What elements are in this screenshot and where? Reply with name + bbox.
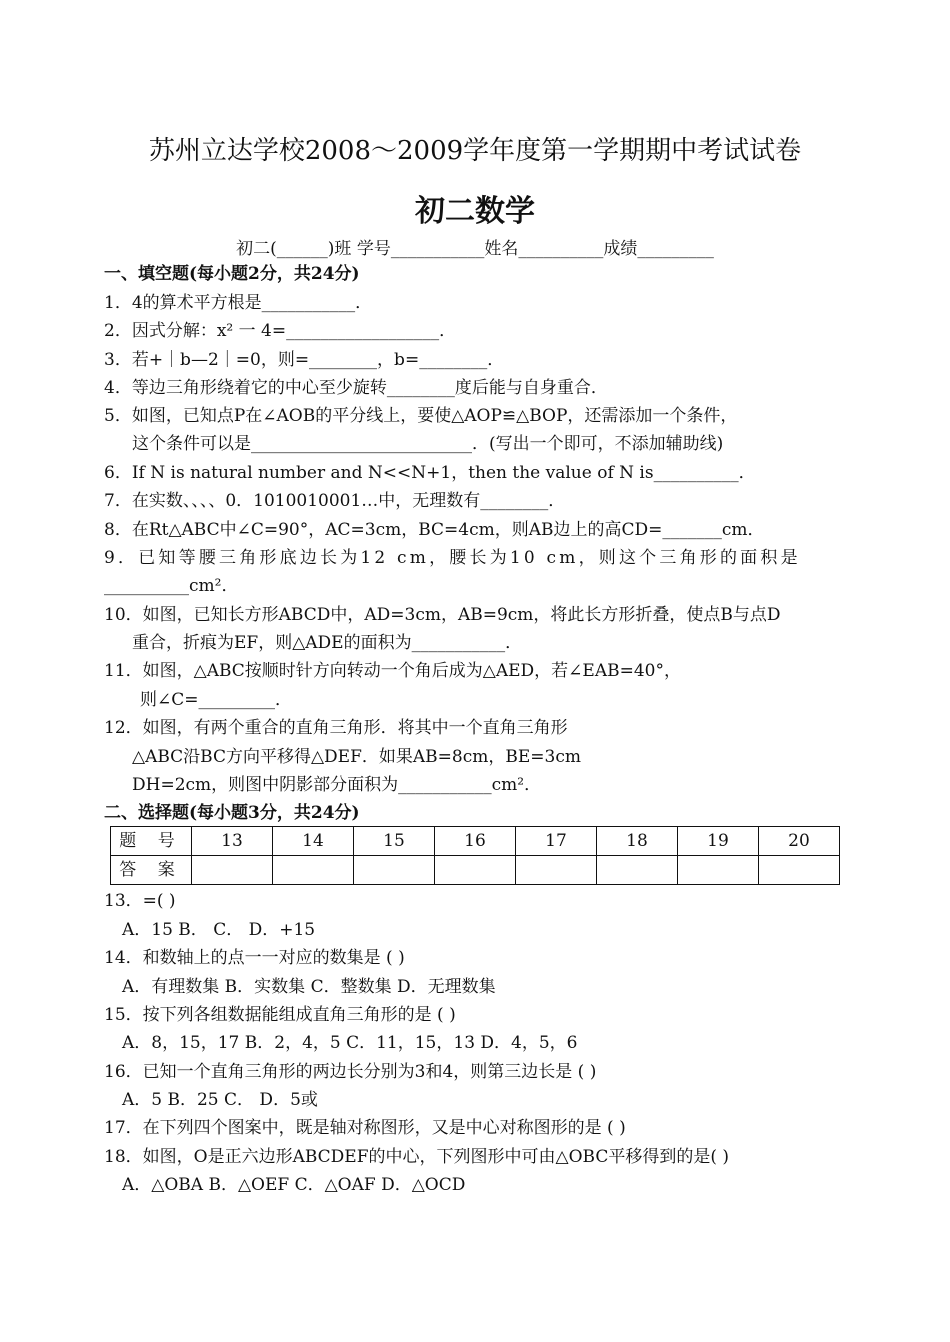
section1-heading: 一、填空题(每小题2分，共24分): [104, 264, 360, 284]
question-14: 14．和数轴上的点一一对应的数集是 ( ): [104, 948, 405, 968]
answer-cell-19[interactable]: [678, 856, 759, 885]
question-11: 11．如图，△ABC按顺时针方向转动一个角后成为△AED，若∠EAB=40°，: [104, 661, 681, 681]
question-9-cont: __________cm²．: [104, 576, 239, 596]
question-10: 10．如图，已知长方形ABCD中，AD=3cm，AB=9cm，将此长方形折叠，使点B与点D: [104, 605, 781, 625]
answer-table: [110, 826, 840, 885]
answer-cell-20[interactable]: [759, 856, 840, 885]
answer-cell-15[interactable]: [354, 856, 435, 885]
question-4: 4．等边三角形绕着它的中心至少旋转________度后能与自身重合．: [104, 378, 608, 398]
question-15: 15．按下列各组数据能组成直角三角形的是 ( ): [104, 1005, 456, 1025]
answer-cell-16[interactable]: [435, 856, 516, 885]
table-number-20: 20: [759, 827, 840, 856]
exam-title: 苏州立达学校2008～2009学年度第一学期期中考试试卷: [148, 136, 802, 166]
table-header-number-label: 题 号: [111, 827, 192, 856]
answer-cell-13[interactable]: [192, 856, 273, 885]
question-2: 2．因式分解：x² 一 4=__________________．: [104, 321, 457, 341]
question-5-cont: 这个条件可以是__________________________．(写出一个即可，不添加辅助线): [132, 434, 724, 454]
question-3: 3．若+｜b—2｜=0，则=________，b=________．: [104, 350, 505, 370]
answer-cell-18[interactable]: [597, 856, 678, 885]
question-10-cont: 重合，折痕为EF，则△ADE的面积为___________．: [132, 633, 523, 653]
question-1: 1．4的算术平方根是___________．: [104, 293, 373, 313]
question-5: 5．如图，已知点P在∠AOB的平分线上，要使△AOP≌△BOP，还需添加一个条件，: [104, 406, 738, 426]
question-15-options: A．8，15，17 B．2，4，5 C．11，15，13 D．4，5，6: [122, 1033, 578, 1053]
table-number-16: 16: [435, 827, 516, 856]
answer-table-answer-row: [111, 856, 840, 885]
table-number-13: 13: [192, 827, 273, 856]
table-number-15: 15: [354, 827, 435, 856]
answer-table-number-row: [111, 827, 840, 856]
question-7: 7．在实数、、、、0．1010010001…中，无理数有________．: [104, 491, 566, 511]
answer-cell-14[interactable]: [273, 856, 354, 885]
question-17: 17．在下列四个图案中，既是轴对称图形，又是中心对称图形的是 ( ): [104, 1118, 626, 1138]
table-header-answer-label: 答 案: [111, 856, 192, 885]
question-8: 8．在Rt△ABC中∠C=90°，AC=3cm，BC=4cm，则AB边上的高CD=_______cm．: [104, 520, 765, 540]
question-14-options: A．有理数集 B．实数集 C．整数集 D．无理数集: [122, 977, 496, 997]
question-12-cont-2: DH=2cm，则图中阴影部分面积为___________cm²．: [132, 775, 542, 795]
question-18-options: A．△OBA B．△OEF C．△OAF D．△OCD: [122, 1175, 466, 1195]
section2-heading: 二、选择题(每小题3分，共24分): [104, 803, 360, 823]
question-18: 18．如图，O是正六边形ABCDEF的中心，下列图形中可由△OBC平移得到的是( ): [104, 1147, 729, 1167]
answer-cell-17[interactable]: [516, 856, 597, 885]
question-12: 12．如图，有两个重合的直角三角形．将其中一个直角三角形: [104, 718, 568, 738]
table-number-18: 18: [597, 827, 678, 856]
question-11-cont: 则∠C=_________．: [140, 690, 292, 710]
subject-title: 初二数学: [415, 194, 535, 229]
question-6: 6．If N is natural number and N<<N+1，then the value of N is__________．: [104, 463, 756, 483]
question-16: 16．已知一个直角三角形的两边长分别为3和4，则第三边长是 ( ): [104, 1062, 597, 1082]
question-12-cont-1: △ABC沿BC方向平移得△DEF．如果AB=8cm，BE=3cm: [132, 747, 581, 767]
question-16-options: A．5 B．25 C． D．5或: [122, 1090, 318, 1110]
table-number-14: 14: [273, 827, 354, 856]
table-number-19: 19: [678, 827, 759, 856]
student-info-line: 初二(______)班 学号___________姓名__________成绩_________: [236, 239, 714, 259]
question-13-options: A．15 B． C． D．+15: [122, 920, 316, 940]
question-13: 13．=( ): [104, 891, 176, 911]
table-number-17: 17: [516, 827, 597, 856]
question-9: 9．已知等腰三角形底边长为12 cm，腰长为10 cm，则这个三角形的面积是: [104, 548, 801, 568]
